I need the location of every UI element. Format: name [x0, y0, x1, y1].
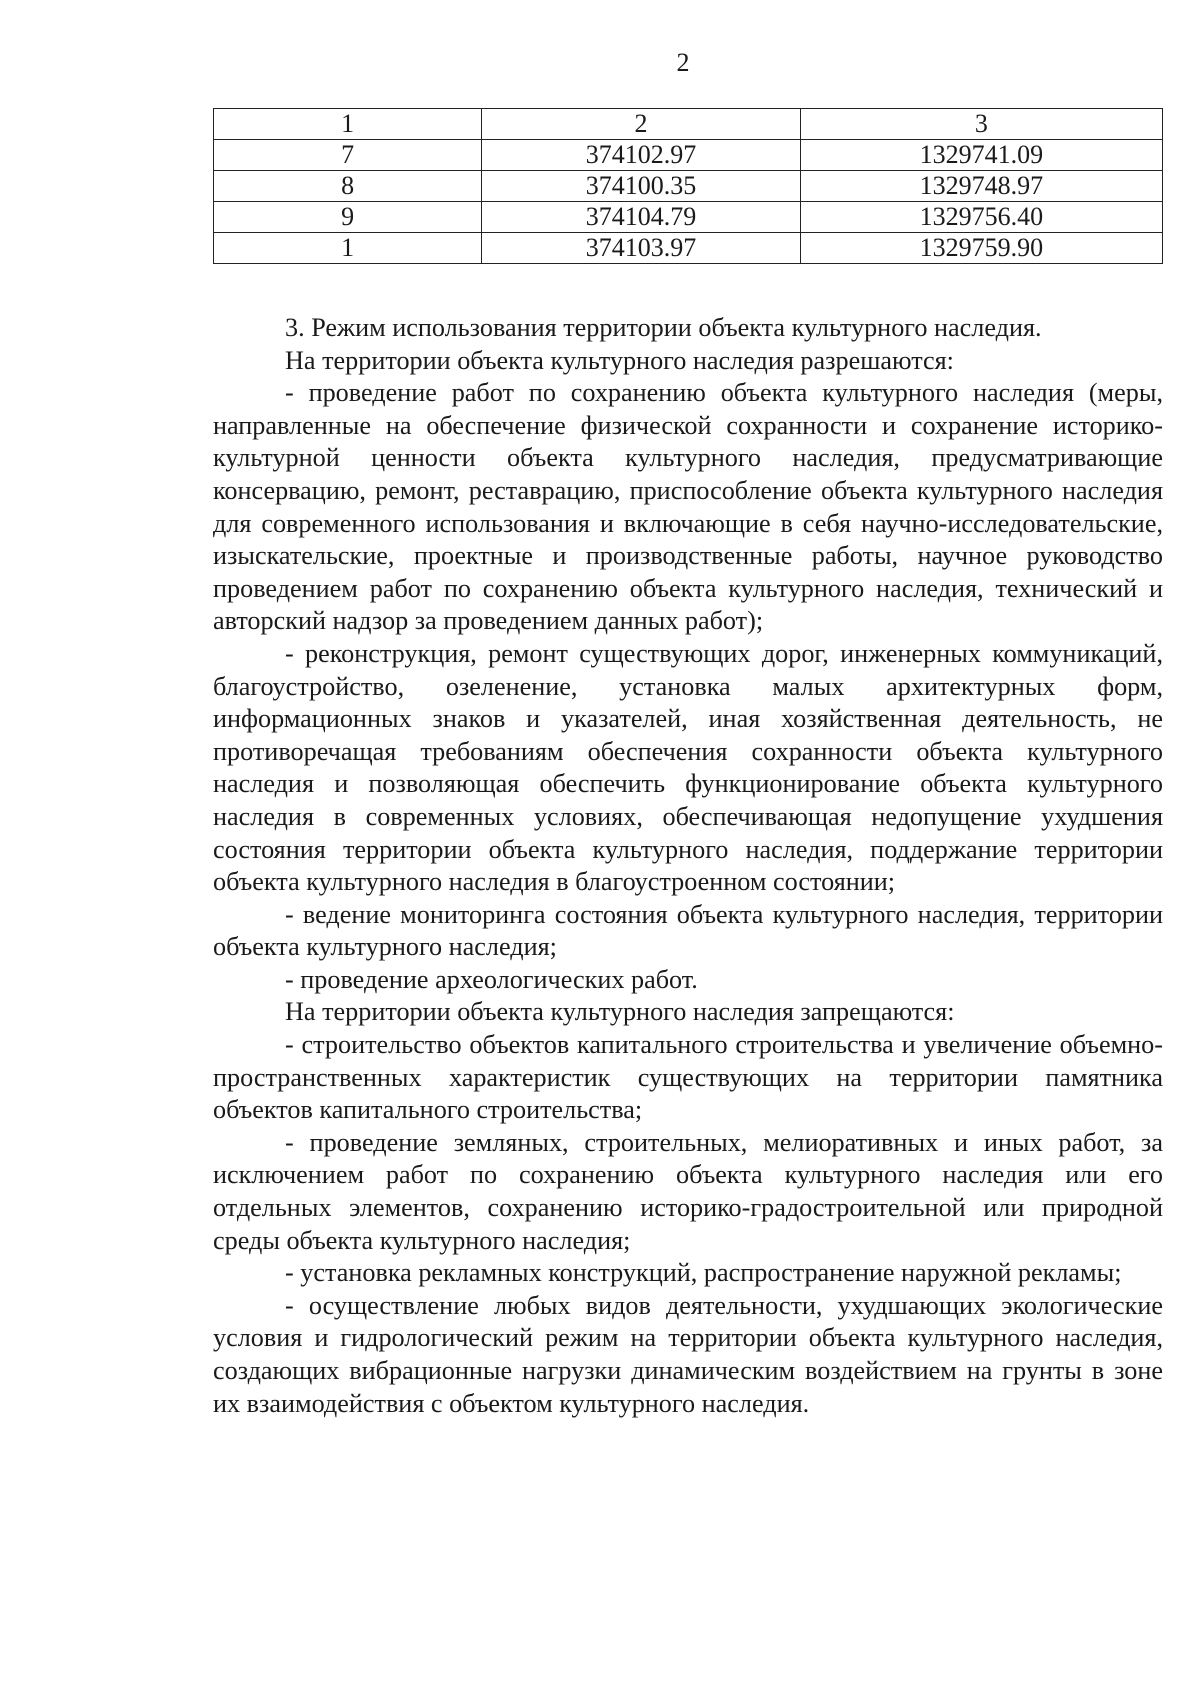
header-cell-x: 2 — [482, 109, 800, 140]
table-cell-point: 1 — [214, 233, 482, 264]
table-cell-point: 7 — [214, 140, 482, 171]
forbidden-item-advertising: - установка рекламных конструкций, распространение наружной рекламы; — [285, 1258, 1122, 1288]
table-cell-x: 374103.97 — [482, 233, 800, 264]
table-header-row — [214, 109, 1163, 140]
table-cell-y: 1329759.90 — [800, 233, 1162, 264]
forbidden-item-ecology: - осуществление любых видов деятельности, ухудшающих экологические условия и гидрологический режим на территории объекта культурного наследия, создающих вибрационные нагрузки динамическим воздействием на грунты в зоне их взаимодействия с объектом культурного наследия. — [213, 1290, 1163, 1418]
header-cell-y: 3 — [800, 109, 1162, 140]
coordinates-table — [213, 108, 1163, 264]
allowed-item-monitoring: - ведение мониторинга состояния объекта культурного наследия, территории объекта культурного наследия; — [213, 899, 1163, 962]
table-row — [214, 202, 1163, 233]
section-heading: 3. Режим использования территории объекта культурного наследия. — [285, 313, 1042, 342]
allowed-item-archaeology: - проведение археологических работ. — [285, 964, 698, 994]
document-body — [213, 312, 1163, 1420]
header-cell-point: 1 — [214, 109, 482, 140]
table-cell-point: 9 — [214, 202, 482, 233]
page-number: 2 — [676, 48, 690, 77]
allowed-intro: На территории объекта культурного наследия разрешаются: — [285, 345, 954, 375]
table-cell-x: 374100.35 — [482, 171, 800, 202]
table-row — [214, 233, 1163, 264]
forbidden-item-earthworks: - проведение земляных, строительных, мелиоративных и иных работ, за исключением работ по сохранению объекта культурного наследия или его отдельных элементов, сохранению историко-градостроительной или природной среды объекта культурного наследия; — [213, 1127, 1163, 1255]
allowed-item-preservation: - проведение работ по сохранению объекта культурного наследия (меры, направленные на обеспечение физической сохранности и сохранение историко-культурной ценности объекта культурного наследия, предусматривающие консервацию, ремонт, реставрацию, приспособление объекта культурного наследия для современного использования и включающие в себя научно-исследовательские, изыскательские, проектные и производственные работы, научное руководство проведением работ по сохранению объекта культурного наследия, технический и авторский надзор за проведением данных работ); — [213, 378, 1163, 636]
forbidden-item-construction: - строительство объектов капитального строительства и увеличение объемно-пространственных характеристик существующих на территории памятника объектов капитального строительства; — [213, 1030, 1163, 1125]
table-row — [214, 140, 1163, 171]
table-cell-x: 374104.79 — [482, 202, 800, 233]
table-cell-point: 8 — [214, 171, 482, 202]
table-cell-y: 1329748.97 — [800, 171, 1162, 202]
table-row — [214, 171, 1163, 202]
forbidden-intro: На территории объекта культурного наследия запрещаются: — [285, 997, 955, 1027]
table-cell-y: 1329741.09 — [800, 140, 1162, 171]
table-cell-x: 374102.97 — [482, 140, 800, 171]
table-cell-y: 1329756.40 — [800, 202, 1162, 233]
allowed-item-reconstruction: - реконструкция, ремонт существующих дорог, инженерных коммуникаций, благоустройство, озеленение, установка малых архитектурных форм, информационных знаков и указателей, иная хозяйственная деятельность, не противоречащая требованиям обеспечения сохранности объекта культурного наследия и позволяющая обеспечить функционирование объекта культурного наследия в современных условиях, обеспечивающая недопущение ухудшения состояния территории объекта культурного наследия, поддержание территории объекта культурного наследия в благоустроенном состоянии; — [213, 638, 1163, 897]
